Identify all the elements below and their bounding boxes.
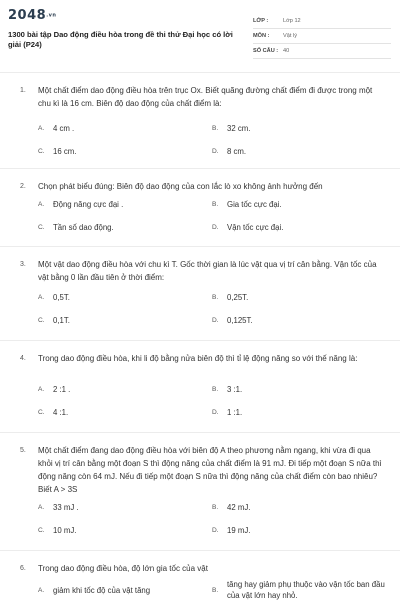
option-a[interactable] bbox=[38, 502, 79, 513]
option-letter: A. bbox=[38, 294, 45, 301]
option-b[interactable] bbox=[212, 384, 242, 395]
question-2 bbox=[0, 168, 400, 246]
meta-count-label: SỐ CÂU : bbox=[253, 48, 279, 54]
option-letter: C. bbox=[38, 409, 45, 416]
meta-class-row bbox=[253, 14, 391, 29]
option-d[interactable] bbox=[212, 315, 253, 326]
option-a[interactable] bbox=[38, 384, 70, 395]
option-text: 0,1T. bbox=[53, 316, 70, 325]
option-text: 42 mJ. bbox=[227, 503, 251, 512]
logo-main: 2048 bbox=[8, 8, 47, 23]
meta-class-value: Lớp 12 bbox=[283, 18, 301, 24]
option-text: 8 cm. bbox=[227, 147, 247, 156]
option-text: Tần số dao động. bbox=[53, 223, 114, 232]
option-text: 19 mJ. bbox=[227, 526, 251, 535]
question-4 bbox=[0, 340, 400, 432]
option-c[interactable] bbox=[38, 525, 76, 536]
option-letter: C. bbox=[38, 317, 45, 324]
question-number: 1. bbox=[20, 87, 26, 94]
option-c[interactable] bbox=[38, 146, 76, 157]
question-number: 2. bbox=[20, 183, 26, 190]
option-b[interactable] bbox=[212, 199, 282, 210]
option-letter: C. bbox=[38, 224, 45, 231]
option-text: 0,25T. bbox=[227, 293, 249, 302]
option-letter: D. bbox=[212, 317, 219, 324]
option-letter: A. bbox=[38, 125, 45, 132]
question-6 bbox=[0, 550, 400, 600]
question-number: 4. bbox=[20, 355, 26, 362]
option-text: Động năng cực đại . bbox=[53, 200, 124, 209]
option-b[interactable] bbox=[212, 292, 248, 303]
question-number: 6. bbox=[20, 565, 26, 572]
option-letter: A. bbox=[38, 386, 45, 393]
option-letter: C. bbox=[38, 148, 45, 155]
option-text: 3 :1. bbox=[227, 385, 243, 394]
option-letter: B. bbox=[212, 386, 219, 393]
option-text: 0,5T. bbox=[53, 293, 70, 302]
option-a[interactable] bbox=[38, 585, 150, 596]
option-text: tăng hay giảm phụ thuộc vào vận tốc ban đầu của vật lớn hay nhỏ. bbox=[227, 580, 385, 600]
option-text: Vận tốc cực đại. bbox=[227, 223, 284, 232]
question-text: Trong dao động điều hòa, khi li độ bằng nửa biên độ thì tỉ lệ động năng so với thế năng là: bbox=[38, 354, 358, 363]
option-d[interactable] bbox=[212, 146, 246, 157]
worksheet-title: 1300 bài tập Dao động điều hòa trong đề thi thử Đại học có lời giải (P24) bbox=[8, 30, 233, 49]
option-letter: A. bbox=[38, 504, 45, 511]
question-5 bbox=[0, 432, 400, 550]
option-a[interactable] bbox=[38, 123, 74, 134]
option-text: 33 mJ . bbox=[53, 503, 79, 512]
question-1 bbox=[0, 72, 400, 168]
option-letter: A. bbox=[38, 587, 45, 594]
option-letter: D. bbox=[212, 409, 219, 416]
question-number: 3. bbox=[20, 261, 26, 268]
option-letter: B. bbox=[212, 294, 219, 301]
option-b[interactable] bbox=[212, 502, 250, 513]
question-text: Một chất điểm đang dao động điều hòa với biên độ A theo phương nằm ngang, khi vừa đi qua khỏi vị trí cân bằng một đoạn S thì động năng của chất điểm là 91 mJ. Đi tiếp một đoạn S nữa thì động năng còn 64 mJ. Nếu đi tiếp một đoạn S nữa thì động năng của chất điểm còn bao nhiêu? Biết A > 3S bbox=[38, 446, 382, 494]
question-text: Trong dao động điều hòa, độ lớn gia tốc của vật bbox=[38, 564, 208, 573]
meta-class-label: LỚP : bbox=[253, 18, 269, 24]
option-letter: B. bbox=[212, 504, 219, 511]
question-number: 5. bbox=[20, 447, 26, 454]
option-d[interactable] bbox=[212, 525, 250, 536]
option-a[interactable] bbox=[38, 292, 70, 303]
option-text: giảm khi tốc độ của vật tăng bbox=[53, 586, 151, 595]
option-letter: D. bbox=[212, 527, 219, 534]
option-letter: D. bbox=[212, 148, 219, 155]
option-letter: C. bbox=[38, 527, 45, 534]
option-letter: A. bbox=[38, 201, 45, 208]
option-text: 16 cm. bbox=[53, 147, 77, 156]
meta-subject-row bbox=[253, 29, 391, 44]
option-text: 32 cm. bbox=[227, 124, 251, 133]
option-letter: D. bbox=[212, 224, 219, 231]
option-letter: B. bbox=[212, 125, 219, 132]
option-letter: B. bbox=[212, 587, 219, 594]
question-text: Chọn phát biểu đúng: Biên độ dao động của con lắc lò xo không ảnh hưởng đến bbox=[38, 182, 323, 191]
worksheet-meta bbox=[253, 14, 391, 59]
logo-suffix: .vn bbox=[46, 12, 57, 19]
meta-count-row bbox=[253, 44, 391, 59]
page-header bbox=[0, 0, 400, 60]
option-text: 4 :1. bbox=[53, 408, 69, 417]
option-c[interactable] bbox=[38, 407, 68, 418]
question-3 bbox=[0, 246, 400, 340]
option-a[interactable] bbox=[38, 199, 123, 210]
question-text: Một chất điểm dao động điều hòa trên trục Ox. Biết quãng đường chất điểm đi được trong một chu kì là 16 cm. Biên độ dao động của chất điểm là: bbox=[38, 86, 373, 108]
option-b[interactable] bbox=[212, 123, 250, 134]
option-text: 1 :1. bbox=[227, 408, 243, 417]
option-text: Gia tốc cực đại. bbox=[227, 200, 282, 209]
option-d[interactable] bbox=[212, 407, 242, 418]
option-c[interactable] bbox=[38, 222, 114, 233]
question-text: Một vật dao động điều hòa với chu kì T. Gốc thời gian là lúc vật qua vị trí cân bằng. Vận tốc của vật bằng 0 lần đầu tiên ở thời điểm: bbox=[38, 260, 377, 282]
option-letter: B. bbox=[212, 201, 219, 208]
option-text: 4 cm . bbox=[53, 124, 75, 133]
option-text: 10 mJ. bbox=[53, 526, 77, 535]
option-text: 0,125T. bbox=[227, 316, 253, 325]
option-b[interactable] bbox=[212, 579, 392, 600]
option-d[interactable] bbox=[212, 222, 283, 233]
meta-subject-value: Vật lý bbox=[283, 33, 297, 39]
option-text: 2 :1 . bbox=[53, 385, 71, 394]
meta-count-value: 40 bbox=[283, 48, 290, 54]
option-c[interactable] bbox=[38, 315, 70, 326]
meta-subject-label: MÔN : bbox=[253, 33, 270, 39]
